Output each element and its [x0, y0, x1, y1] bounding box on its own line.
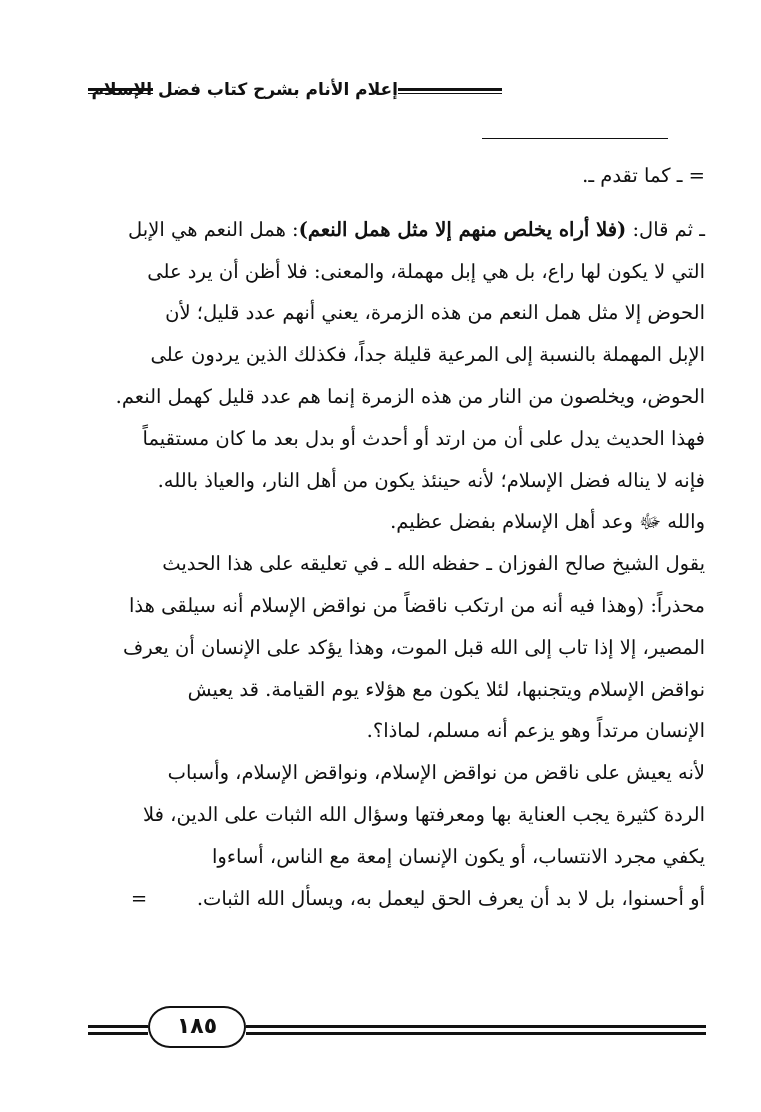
text-line-6: الحوض، ويخلصون من النار من هذه الزمرة إنما هم عدد قليل كهمل النعم. — [115, 384, 705, 408]
footer-rule-left — [88, 1025, 148, 1035]
text-line-5: الإبل المهملة بالنسبة إلى المرعية قليلة جداً، فكذلك الذين يردون على — [150, 343, 705, 367]
text-line-14: الإنسان مرتداً وهو يزعم أنه مسلم، لماذا؟. — [366, 719, 705, 743]
text-line-10: يقول الشيخ صالح الفوزان ـ حفظه الله ـ في تعليقه على هذا الحديث — [162, 552, 705, 576]
page-number-frame — [148, 1006, 246, 1048]
footnote-separator-rule — [482, 138, 668, 139]
text-line-17: يكفي مجرد الانتساب، أو يكون الإنسان إمعة مع الناس، أساءوا — [212, 844, 705, 868]
text-line-16: الردة كثيرة يجب العناية بها ومعرفتها وسؤال الله الثبات على الدين، فلا — [143, 802, 705, 826]
text-line-18-body: أو أحسنوا، بل لا بد أن يعرف الحق ليعمل به، ويسأل الله الثبات. — [196, 886, 705, 910]
quoted-hadith-phrase: (فلا أراه يخلص منهم إلا مثل همل النعم) — [298, 217, 627, 241]
text-line-8: فإنه لا يناله فضل الإسلام؛ لأنه حينئذ يكون من أهل النار، والعياذ بالله. — [157, 468, 705, 492]
text-line-2-prefix: ـ ثم قال: — [626, 217, 705, 241]
header-rule-right — [398, 88, 502, 94]
page-number: ١٨٥ — [176, 1014, 218, 1039]
continuation-mark: = — [130, 886, 148, 910]
text-line-18 — [88, 878, 705, 920]
text-line-9: والله ﷻ وعد أهل الإسلام بفضل عظيم. — [390, 510, 705, 534]
page-body — [88, 155, 705, 919]
text-line-12: المصير، إلا إذا تاب إلى الله قبل الموت، وهذا يؤكد على الإنسان أن يعرف — [123, 635, 705, 659]
footer-rule-right — [246, 1025, 706, 1035]
text-line-3: التي لا يكون لها راع، بل هي إبل مهملة، والمعنى: فلا أظن أن يرد على — [147, 259, 705, 283]
text-line-1: = ـ كما تقدم ـ. — [582, 164, 705, 187]
text-line-2-suffix: : همل النعم هي الإبل — [128, 217, 299, 241]
text-line-11: محذراً: (وهذا فيه أنه من ارتكب ناقضاً من نواقض الإسلام أنه سيلقى هذا — [128, 593, 705, 617]
text-line-13: نواقض الإسلام ويتجنبها، لئلا يكون مع هؤلاء يوم القيامة. قد يعيش — [187, 677, 705, 701]
text-line-7: فهذا الحديث يدل على أن من ارتد أو أحدث أو بدل بعد ما كان مستقيماً — [142, 426, 705, 450]
text-line-4: الحوض إلا مثل همل النعم من هذه الزمرة، يعني أنهم عدد قليل؛ لأن — [165, 301, 705, 325]
text-line-2 — [88, 209, 705, 251]
running-header-title: إعلام الأنام بشرح كتاب فضل الإسلام — [91, 80, 398, 100]
text-line-15: لأنه يعيش على ناقض من نواقض الإسلام، ونواقض الإسلام، وأسباب — [167, 761, 705, 785]
